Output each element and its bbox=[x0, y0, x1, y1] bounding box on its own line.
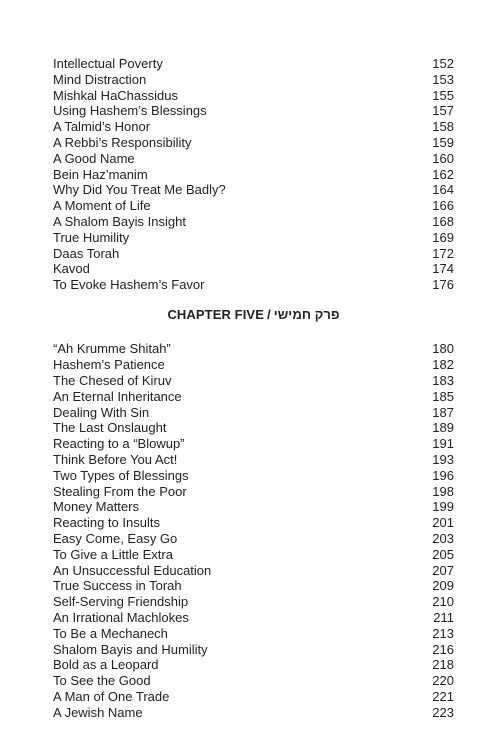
toc-entry bbox=[53, 610, 454, 626]
toc-entry bbox=[53, 389, 454, 405]
toc-entry-page-number: 198 bbox=[432, 483, 454, 499]
toc-entry-title: A Talmid’s Honor bbox=[53, 119, 151, 135]
toc-entry bbox=[53, 642, 454, 658]
toc-entry-page-number: 168 bbox=[432, 213, 454, 229]
toc-entry-title: To Give a Little Extra bbox=[53, 546, 173, 562]
toc-entry-title: Shalom Bayis and Humility bbox=[53, 641, 208, 657]
toc-entry-title: An Unsuccessful Education bbox=[53, 562, 212, 578]
toc-entry bbox=[53, 594, 454, 610]
toc-entry-page-number: 153 bbox=[432, 71, 454, 87]
toc-entry-title: Think Before You Act! bbox=[53, 452, 178, 468]
toc-entry-title: An Irrational Machlokes bbox=[53, 610, 189, 625]
toc-entry-page-number: 164 bbox=[432, 182, 454, 198]
toc-entry-title: To Evoke Hashem’s Favor bbox=[53, 277, 205, 293]
toc-entry-page-number: 180 bbox=[432, 341, 454, 357]
toc-entry bbox=[53, 277, 454, 293]
chapter-heading bbox=[53, 307, 454, 341]
toc-entry bbox=[53, 515, 454, 531]
toc-entry-page-number: 157 bbox=[432, 103, 454, 119]
toc-entry-title: A Jewish Name bbox=[53, 704, 143, 720]
toc-entry bbox=[53, 198, 454, 214]
toc-entry bbox=[53, 547, 454, 563]
toc-entry-page-number: 218 bbox=[432, 657, 454, 673]
toc-entry-title: Easy Come, Easy Go bbox=[53, 531, 178, 547]
chapter-heading-english: CHAPTER FIVE bbox=[167, 307, 264, 323]
toc-entry-title: Daas Torah bbox=[53, 245, 120, 261]
toc-entry-page-number: 221 bbox=[432, 688, 454, 704]
toc-entry-title: Intellectual Poverty bbox=[53, 56, 163, 71]
toc-entry bbox=[53, 499, 454, 515]
toc-entry-page-number: 205 bbox=[432, 546, 454, 562]
toc-entry-page-number: 169 bbox=[432, 229, 454, 245]
toc-entry-page-number: 193 bbox=[432, 452, 454, 468]
toc-entry-title: Kavod bbox=[53, 261, 90, 277]
toc-entry-title: Bold as a Leopard bbox=[53, 657, 159, 673]
toc-entry-page-number: 209 bbox=[432, 578, 454, 594]
toc-list-section-one bbox=[53, 56, 454, 293]
chapter-heading-separator: / bbox=[266, 307, 271, 323]
toc-entry bbox=[53, 214, 454, 230]
toc-entry-page-number: 211 bbox=[433, 610, 454, 625]
toc-entry-title: The Last Onslaught bbox=[53, 420, 167, 436]
toc-entry bbox=[53, 405, 454, 421]
toc-entry-page-number: 187 bbox=[432, 404, 454, 420]
toc-entry bbox=[53, 135, 454, 151]
toc-entry-page-number: 155 bbox=[432, 87, 454, 103]
toc-entry-page-number: 152 bbox=[432, 56, 454, 71]
toc-entry-title: Using Hashem’s Blessings bbox=[53, 103, 207, 119]
toc-entry-page-number: 189 bbox=[432, 420, 454, 436]
toc-entry-title: Dealing With Sin bbox=[53, 404, 150, 420]
toc-entry bbox=[53, 689, 454, 705]
toc-entry-title: Two Types of Blessings bbox=[53, 467, 189, 483]
toc-entry-page-number: 172 bbox=[432, 245, 454, 261]
toc-entry bbox=[53, 673, 454, 689]
toc-entry bbox=[53, 657, 454, 673]
toc-entry-title: To Be a Mechanech bbox=[53, 625, 168, 641]
toc-entry-title: Mishkal HaChassidus bbox=[53, 87, 178, 103]
toc-entry-title: Why Did You Treat Me Badly? bbox=[53, 182, 226, 198]
toc-entry-title: Self-Serving Friendship bbox=[53, 594, 189, 610]
toc-entry-title: A Man of One Trade bbox=[53, 688, 170, 704]
toc-entry bbox=[53, 357, 454, 373]
toc-entry-page-number: 185 bbox=[432, 388, 454, 404]
toc-entry-title: Reacting to a “Blowup” bbox=[53, 436, 185, 452]
toc-entry-page-number: 216 bbox=[432, 641, 454, 657]
toc-entry-page-number: 220 bbox=[432, 673, 454, 689]
toc-entry bbox=[53, 563, 454, 579]
toc-entry bbox=[53, 103, 454, 119]
toc-entry-title: The Chesed of Kiruv bbox=[53, 373, 172, 389]
toc-entry bbox=[53, 626, 454, 642]
toc-entry-title: Money Matters bbox=[53, 499, 139, 515]
toc-entry-page-number: 160 bbox=[432, 150, 454, 166]
toc-entry-page-number: 166 bbox=[432, 198, 454, 214]
toc-entry bbox=[53, 436, 454, 452]
toc-entry-page-number: 223 bbox=[432, 704, 454, 720]
toc-entry-page-number: 174 bbox=[432, 261, 454, 277]
toc-entry-page-number: 210 bbox=[432, 594, 454, 610]
toc-entry-page-number: 201 bbox=[432, 515, 454, 531]
toc-entry-title: An Eternal Inheritance bbox=[53, 388, 182, 404]
toc-entry-page-number: 199 bbox=[432, 499, 454, 515]
toc-entry-page-number: 158 bbox=[432, 119, 454, 135]
toc-list-chapter-five bbox=[53, 341, 454, 720]
toc-entry-title: Mind Distraction bbox=[53, 71, 147, 87]
toc-entry-page-number: 162 bbox=[432, 166, 454, 182]
toc-entry-page-number: 213 bbox=[432, 625, 454, 641]
toc-entry-title: True Success in Torah bbox=[53, 578, 182, 594]
toc-entry bbox=[53, 420, 454, 436]
toc-entry bbox=[53, 468, 454, 484]
toc-entry bbox=[53, 88, 454, 104]
table-of-contents-page bbox=[53, 56, 454, 721]
toc-entry-page-number: 159 bbox=[432, 134, 454, 150]
toc-entry-page-number: 191 bbox=[432, 436, 454, 452]
toc-entry-title: Reacting to Insults bbox=[53, 515, 160, 531]
toc-entry bbox=[53, 484, 454, 500]
toc-entry bbox=[53, 261, 454, 277]
toc-entry-title: To See the Good bbox=[53, 673, 151, 689]
toc-entry-title: “Ah Krumme Shitah” bbox=[53, 341, 171, 357]
toc-entry-title: A Rebbi’s Responsibility bbox=[53, 134, 192, 150]
toc-entry-page-number: 183 bbox=[432, 373, 454, 389]
toc-entry-title: A Good Name bbox=[53, 150, 135, 166]
toc-entry-page-number: 176 bbox=[432, 277, 454, 293]
toc-entry bbox=[53, 151, 454, 167]
toc-entry-title: Hashem’s Patience bbox=[53, 357, 165, 373]
toc-entry bbox=[53, 452, 454, 468]
toc-entry bbox=[53, 246, 454, 262]
toc-entry bbox=[53, 705, 454, 721]
toc-entry bbox=[53, 531, 454, 547]
toc-entry bbox=[53, 230, 454, 246]
toc-entry-title: A Shalom Bayis Insight bbox=[53, 213, 186, 229]
toc-entry bbox=[53, 72, 454, 88]
toc-entry-page-number: 203 bbox=[432, 531, 454, 547]
toc-entry bbox=[53, 56, 454, 72]
toc-entry-page-number: 196 bbox=[432, 467, 454, 483]
toc-entry bbox=[53, 167, 454, 183]
toc-entry-title: Bein Haz’manim bbox=[53, 166, 148, 182]
toc-entry-page-number: 207 bbox=[432, 562, 454, 578]
toc-entry-title: A Moment of Life bbox=[53, 198, 151, 214]
toc-entry-title: True Humility bbox=[53, 229, 130, 245]
toc-entry bbox=[53, 119, 454, 135]
chapter-heading-hebrew: פרק חמישי bbox=[273, 307, 340, 323]
toc-entry bbox=[53, 578, 454, 594]
toc-entry bbox=[53, 182, 454, 198]
toc-entry-title: Stealing From the Poor bbox=[53, 483, 187, 499]
toc-entry bbox=[53, 341, 454, 357]
toc-entry-page-number: 182 bbox=[432, 357, 454, 373]
toc-entry bbox=[53, 373, 454, 389]
